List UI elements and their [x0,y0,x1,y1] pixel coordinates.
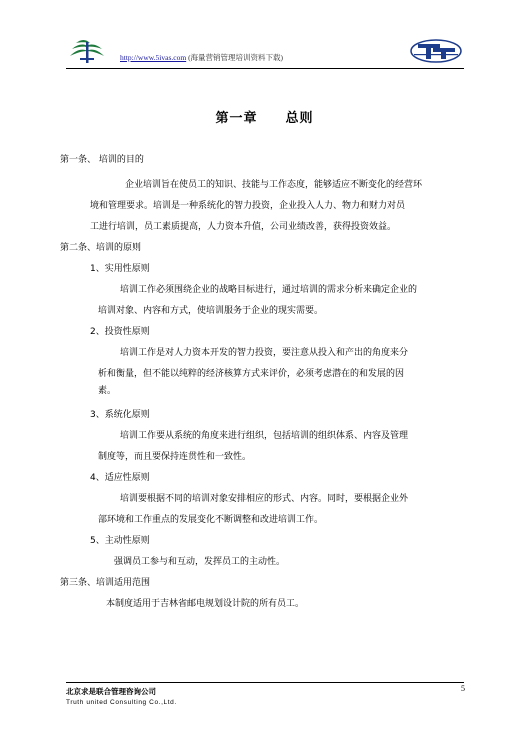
paragraph-line: 素。 [98,386,117,396]
paragraph-line: 培训对象、内容和方式，使培训服务于企业的现实需要。 [98,306,324,316]
article-1-heading: 第一条、 培训的目的 [60,155,144,165]
principle-heading: 2、投资性原则 [90,327,150,337]
paragraph-line: 培训工作必须围绕企业的战略目标进行，通过培训的需求分析来确定企业的 [120,285,418,295]
company-logo-left [66,36,108,66]
principle-heading: 4、适应性原则 [90,473,150,483]
paragraph-line: 培训要根据不同的培训对象安排相应的形式、内容。同时，要根据企业外 [120,494,409,504]
paragraph-line: 部环境和工作重点的发展变化不断调整和改进培训工作。 [98,515,324,525]
principle-heading: 1、实用性原则 [90,264,150,274]
paragraph-line: 工进行培训，员工素质提高，人力资本升值，公司业绩改善，获得投资效益。 [90,222,397,232]
principle-heading: 3、系统化原则 [90,410,150,420]
header-divider [66,68,464,69]
header-url[interactable]: http://www.5ivas.com [120,53,187,62]
grain-logo-icon [66,36,108,66]
article-2-heading: 第二条、培训的原则 [60,243,142,253]
tt-logo-icon [409,38,463,64]
footer-divider [66,682,464,683]
paragraph-line: 培训工作是对人力资本开发的智力投资，要注意从投入和产出的角度来分 [120,348,409,358]
chapter-title: 第一章 总则 [215,111,314,126]
header-desc: (海量营销管理培训资料下载) [188,53,284,62]
header-link-line [120,52,283,63]
article-3-heading: 第三条、培训适用范围 [60,578,151,588]
principle-heading: 5、主动性原则 [90,536,150,546]
paragraph-line: 强调员工参与和互动，发挥员工的主动性。 [114,557,286,567]
paragraph-line: 境和管理要求。培训是一种系统化的智力投资，企业投入人力、物力和财力对员 [90,201,406,211]
paragraph-line: 析和衡量，但不能以纯粹的经济核算方式来评价，必须考虑潜在的和发展的因 [98,369,405,379]
paragraph-line: 制度等，而且要保持连贯性和一致性。 [98,452,252,462]
company-logo-right [409,38,463,64]
paragraph-line: 培训工作要从系统的角度来进行组织，包括培训的组织体系、内容及管理 [120,431,409,441]
footer-company-cn: 北京求是联合管理咨询公司 [66,687,156,696]
paragraph-line: 本制度适用于吉林省邮电规划设计院的所有员工。 [106,599,305,609]
footer-company-en: Truth united Consulting Co.,Ltd. [66,699,177,706]
paragraph-line: 企业培训旨在使员工的知识、技能与工作态度，能够适应不断变化的经营环 [125,180,423,190]
page-number: 5 [461,684,465,693]
